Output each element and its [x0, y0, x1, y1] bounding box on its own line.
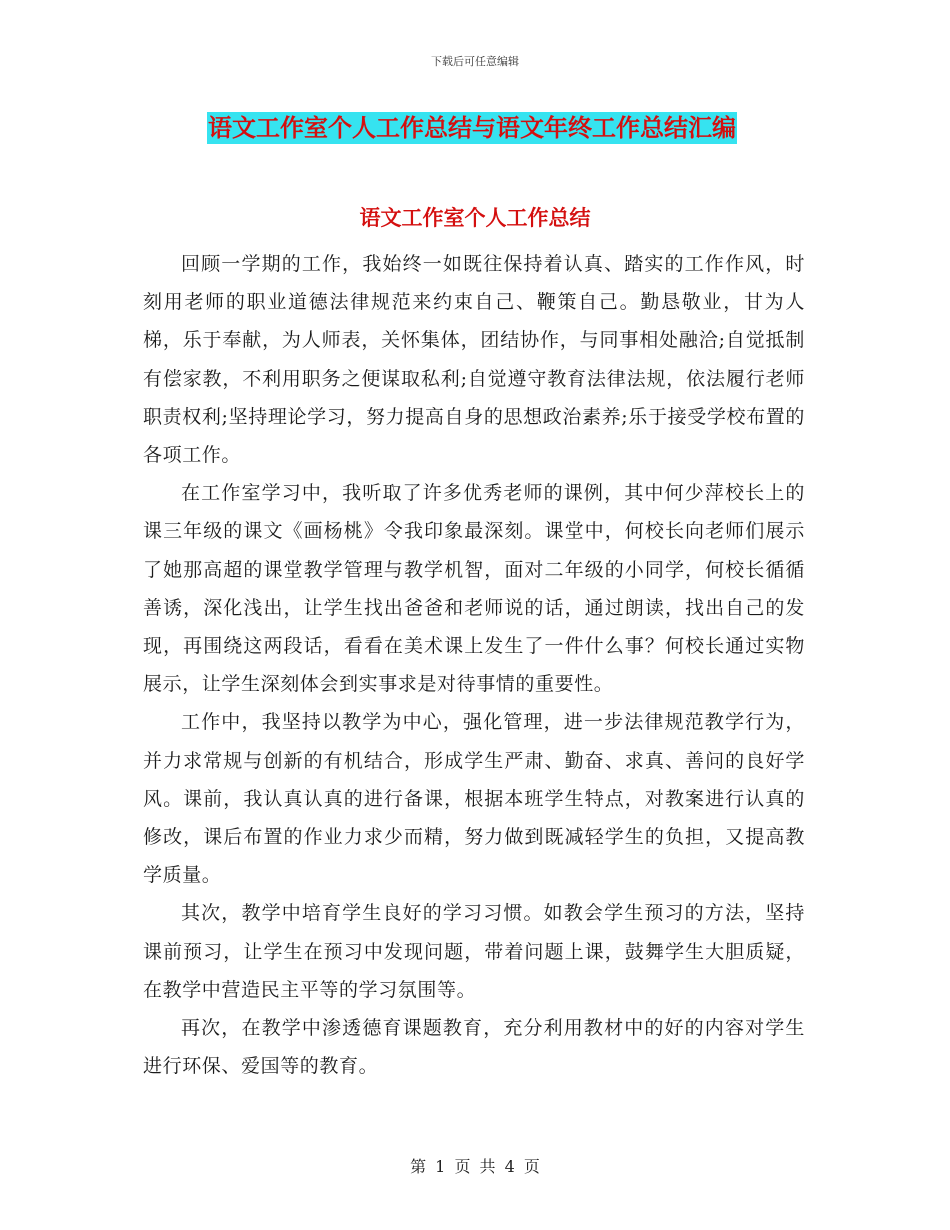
paragraph: 在工作室学习中，我听取了许多优秀老师的课例，其中何少萍校长上的课三年级的课文《画杨桃》令我印象最深刻。课堂中，何校长向老师们展示了她那高超的课堂教学管理与教学机智，面对二年级的小同学，何校长循循善诱，深化浅出，让学生找出爸爸和老师说的话，通过朗读，找出自己的发现，再围绕这两段话，看看在美术课上发生了一件什么事？何校长通过实物展示，让学生深刻体会到实事求是对待事情的重要性。	[143, 482, 805, 696]
document-body	[143, 245, 805, 1085]
document-title: 语文工作室个人工作总结与语文年终工作总结汇编	[208, 113, 736, 142]
paragraph: 再次，在教学中渗透德育课题教育，充分利用教材中的好的内容对学生进行环保、爱国等的教育。	[143, 1017, 805, 1078]
paragraph: 工作中，我坚持以教学为中心，强化管理，进一步法律规范教学行为，并力求常规与创新的有机结合，形成学生严肃、勤奋、求真、善问的良好学风。课前，我认真认真的进行备课，根据本班学生特点，对教案进行认真的修改，课后布置的作业力求少而精，努力做到既减轻学生的负担，又提高教学质量。	[143, 711, 805, 887]
header-note: 下载后可任意编辑	[431, 55, 519, 68]
paragraph: 回顾一学期的工作，我始终一如既往保持着认真、踏实的工作作风，时刻用老师的职业道德法律规范来约束自己、鞭策自己。勤恳敬业，甘为人梯，乐于奉献，为人师表，关怀集体，团结协作，与同事相处融洽;自觉抵制有偿家教，不利用职务之便谋取私利;自觉遵守教育法律法规，依法履行老师职责权利;坚持理论学习，努力提高自身的思想政治素养;乐于接受学校布置的各项工作。	[143, 253, 805, 467]
section-title: 语文工作室个人工作总结	[359, 205, 591, 230]
paragraph: 其次，教学中培育学生良好的学习习惯。如教会学生预习的方法，坚持课前预习，让学生在预习中发现问题，带着问题上课，鼓舞学生大胆质疑，在教学中营造民主平等的学习氛围等。	[143, 902, 805, 1001]
page-number: 第 1 页 共 4 页	[410, 1157, 540, 1176]
